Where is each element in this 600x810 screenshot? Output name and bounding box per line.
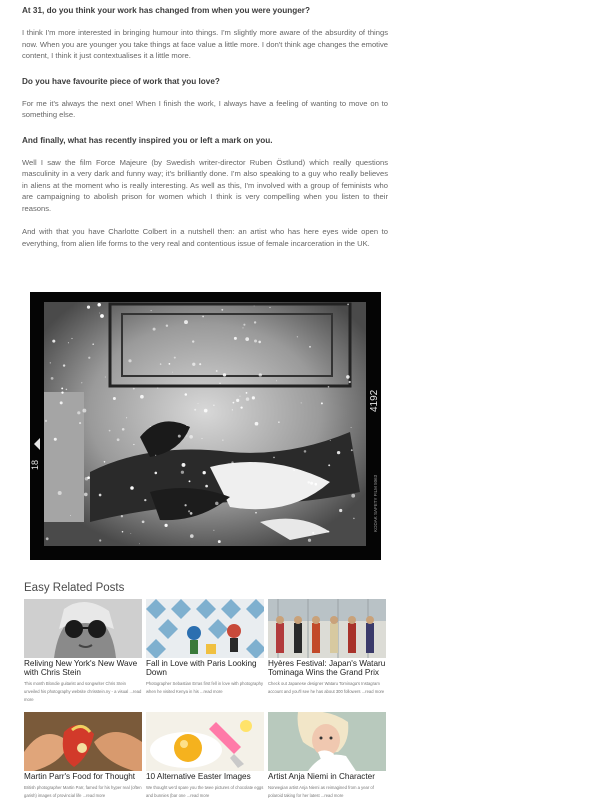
film-edge-text: KODAK SAFETY FILM 5063 [373, 474, 378, 532]
related-post-excerpt: Norwegian artist Anja Niemi as reimagined from a year of polaroid taking for her latest ...read more [268, 785, 374, 798]
related-post-thumbnail[interactable] [268, 599, 386, 658]
related-post-excerpt: Check out Japanese designer Wataru Tominaga's Instagram account and you'll see he has about 300 followers ...read more [268, 681, 385, 694]
related-post-card[interactable] [268, 712, 386, 800]
related-post-title[interactable]: Artist Anja Niemi in Character [268, 772, 375, 781]
related-post-excerpt: Photographer Sebastian Erras first fell in love with photography when he visited Kenya in his ...read more [146, 681, 264, 694]
interview-question: Do you have favourite piece of work that you love? [22, 76, 220, 86]
closing-paragraph: And with that you have Charlotte Colbert in a nutshell then: an artist who has here eyes wide open to everything, from alien life forms to the very real and contentious issue of female incarceration in the UK. [22, 227, 388, 248]
related-post-thumbnail[interactable] [268, 712, 386, 771]
film-frame-number: 4192 [369, 389, 380, 412]
article-body [22, 0, 388, 249]
interview-question: At 31, do you think your work has changed from when you were younger? [22, 6, 310, 15]
related-post-card[interactable] [146, 712, 264, 800]
related-post-title[interactable]: 10 Alternative Easter Images [146, 772, 251, 781]
related-post-excerpt: This month Blondie guitarist and songwriter Chris Stein unveiled his photography website chrisstein.ny - a visual ...read more [24, 681, 142, 702]
related-post-title[interactable]: Fall in Love with Paris Looking Down [146, 659, 257, 677]
film-frame-left-label: 18 [30, 459, 40, 470]
related-post-thumbnail[interactable] [146, 599, 264, 658]
related-post-title[interactable]: Hyères Festival: Japan's Wataru Tominaga Wins the Grand Prix [268, 659, 386, 677]
related-post-thumbnail[interactable] [24, 599, 142, 658]
related-post-excerpt: British photographer Martin Parr, famed for his hyper real (often garish) images of provincial life ...read more [24, 785, 142, 798]
related-post-card[interactable] [24, 712, 142, 800]
related-post-title[interactable]: Martin Parr's Food for Thought [24, 772, 136, 781]
related-post-title[interactable]: Reliving New York's New Wave with Chris Stein [24, 659, 138, 677]
related-posts [24, 582, 386, 798]
related-posts-heading: Easy Related Posts [24, 582, 125, 594]
related-post-thumbnail[interactable] [24, 712, 142, 771]
interview-answer: I think I'm more interested in bringing humour into things. I'm slightly more aware of the absurdity of things now. When you are younger you take things at face value a little more. I don't think age changes the emotive content, I think it just contextualises it a little more. [22, 28, 388, 60]
film-photo-image [30, 292, 381, 560]
interview-answer: For me it's always the next one! When I finish the work, I always have a feeling of wanting to move on to something else. [22, 98, 388, 119]
related-post-card[interactable] [268, 599, 386, 696]
related-post-excerpt: We thought we'd spare you the twee pictures of chocolate eggs and bunnies (bar one ...read more [146, 785, 264, 798]
related-post-card[interactable] [24, 599, 142, 704]
related-post-card[interactable] [146, 599, 264, 696]
related-post-thumbnail[interactable] [146, 712, 264, 771]
article-photo [30, 292, 381, 560]
interview-answer: Well I saw the film Force Majeure (by Swedish writer-director Ruben Östlund) which really questions masculinity in a very dark and funny way; it's brilliantly done. I'm also speaking to a guy who really believes in aliens at the moment who is really interesting. As well as this, I'm involved with a group of feminists who are campaigning to abolish prison for women which I think is very compelling when you listen to their reasons. [22, 157, 388, 213]
interview-question: And finally, what has recently inspired you or left a mark on you. [22, 135, 273, 145]
